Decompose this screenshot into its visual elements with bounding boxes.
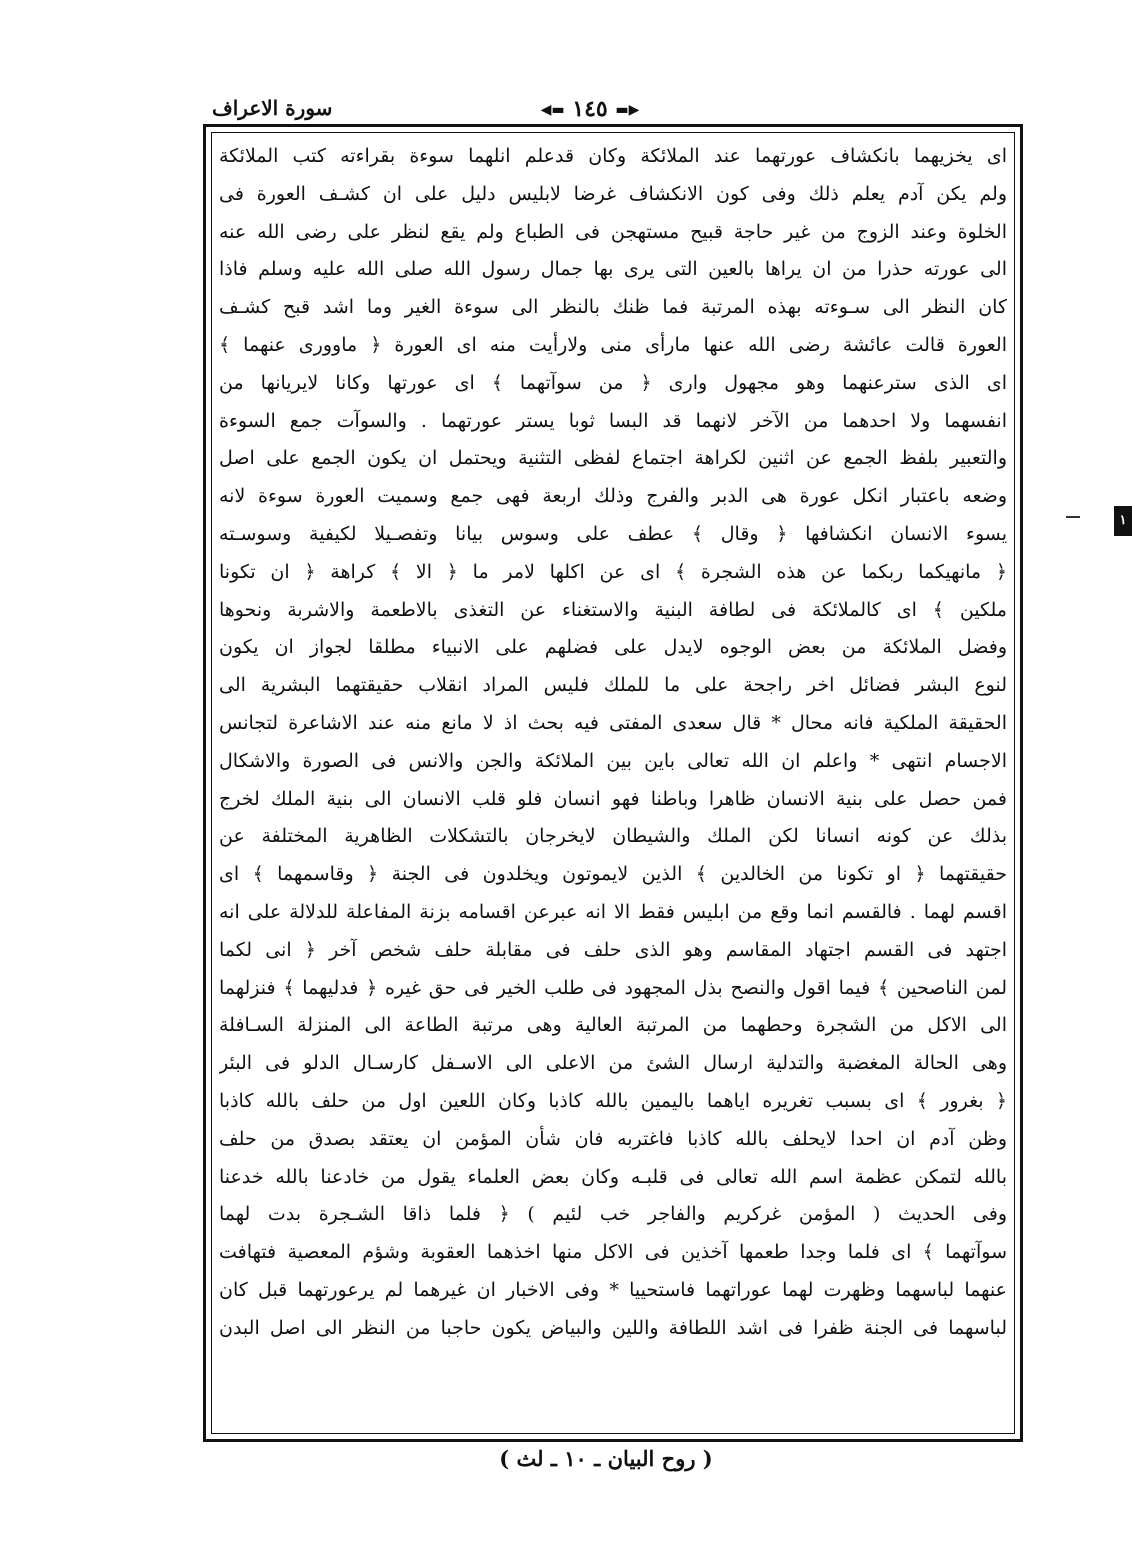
page-footer-signature: ( روح البيان ـ ١٠ ـ لث ): [499, 1446, 713, 1471]
margin-dash: [1066, 516, 1080, 518]
text-line: الاجسام انتهى * واعلم ان الله تعالى باين بين الملائكة والجن والانس فى الصورة والاشكال: [219, 749, 1007, 772]
text-line: الى الاكل من الشجرة وحطهما من المرتبة العالية وهى مرتبة الطاعة الى المنزلة السـافلة: [219, 1014, 1007, 1037]
text-line: سوآتهما ﴾ اى فلما وجدا طعمها آخذين فى الاكل منها اخذهما العقوبة وشؤم المعصية فتهافت: [219, 1241, 1007, 1264]
text-line: اى يخزيهما بانكشاف عورتهما عند الملائكة وكان قدعلم انلهما سوءة بقراءته كتب الملائكة: [219, 145, 1007, 167]
text-line: حقيقتهما ﴿ او تكونا من الخالدين ﴾ الذين لايموتون ويخلدون فى الجنة ﴿ وقاسمهما ﴾ اى: [219, 863, 1007, 886]
text-line: لمن الناصحين ﴾ فيما اقول والنصح بذل المجهود فى طلب الخير فى حق غيره ﴿ فدليهما ﴾ فنزلهما: [219, 976, 1007, 999]
text-line: وضعه باعتبار انكل عورة هى الدبر والفرج وذلك اربعة فهى جمع وسميت العورة سوءة لانه: [219, 485, 1007, 508]
text-line: عنهما لباسهما وظهرت لهما عوراتهما فاستحييا * وفى الاخبار ان غيرهما لم يرعورتهما قبل كان: [219, 1278, 1007, 1301]
text-line: ﴿ بغرور ﴾ اى بسبب تغريره اياهما باليمين بالله كاذبا وكان اللعين اول من حلف بالله كاذبا: [219, 1089, 1007, 1112]
text-line: بالله لتمكن عظمة اسم الله تعالى فى قلبـه وكان بعض العلماء يقول من خادعنا بالله خدعنا: [219, 1165, 1007, 1188]
text-line: بذلك عن كونه انسانا لكن الملك والشيطان لايخرجان بالتشكلات الظاهرية المختلفة عن: [219, 825, 1007, 848]
text-line: كان النظر الى سـوءته بهذه المرتبة فما ظنك بالنظر الى سوءة الغير وما اشد قبح كشـف: [219, 296, 1007, 319]
text-line: والتعبير بلفظ الجمع عن اثنين لكراهة اجتماع لفظى التثنية ويحتمل ان يكون الجمع على اصل: [219, 447, 1007, 470]
text-line: انفسهما ولا احدهما من الآخر لانهما قد البسا ثوبا يستر عورتهما . والسوآت جمع السوءة: [219, 409, 1007, 432]
text-line: الى عورته حذرا من ان يراها بالعين التى يرى بها جمال رسول الله صلى الله عليه وسلم فاذا: [219, 258, 1007, 281]
text-line: وفضل الملائكة من بعض الوجوه لايدل على فضلهم على الانبياء مطلقا لجواز ان يكون: [219, 636, 1007, 659]
text-line: فمن حصل على بنية الانسان ظاهرا وباطنا فهو انسان فلو قلب الانسان الى بنية الملك لخرج: [219, 787, 1007, 810]
text-line: لباسهما فى الجنة ظفرا فى اشد اللطافة واللين والبياض يكون حاجبا من النظر الى اصل البدن: [219, 1316, 1007, 1339]
page-header: [200, 96, 1012, 126]
text-line: ملكين ﴾ اى كالملائكة فى لطافة البنية والاستغناء عن التغذى بالاطعمة والاشربة ونحوها: [219, 598, 1007, 621]
running-title: سورة الاعراف: [212, 96, 333, 120]
body-text: [219, 138, 1007, 1430]
text-line: وفى الحديث ( المؤمن غركريم والفاجر خب لئيم ) ﴿ فلما ذاقا الشـجرة بدت لهما: [219, 1203, 1007, 1226]
ornament-left-icon: ◀▬: [540, 102, 565, 118]
page-number-block: [520, 96, 660, 122]
text-line: الحقيقة الملكية فانه محال * قال سعدى المفتى فيه بحث اذ لا مانع منه عند الاشاعرة لتجانس: [219, 711, 1007, 734]
text-line: لنوع البشر فضائل اخر راجحة على ما للملك فليس المراد انقلاب حقيقتهما البشرية الى: [219, 674, 1007, 697]
ornament-right-icon: ▬▶: [615, 102, 640, 118]
text-line: الخلوة وعند الزوج من غير حاجة قبيح مستهجن فى الطباع ولم يقع لنظر على رضى الله عنه: [219, 220, 1007, 243]
text-line: العورة قالت عائشة رضى الله عنها مارأى منى ولارأيت منه اى العورة ﴿ ماووری عنهما ﴾: [219, 333, 1007, 356]
text-line: وظن آدم ان احدا لايحلف بالله كاذبا فاغتربه فان شأن المؤمن ان يعتقد بصدق من حلف: [219, 1127, 1007, 1150]
text-line: ﴿ مانهيكما ربكما عن هذه الشجرة ﴾ اى عن اكلها لامر ما ﴿ الا ﴾ كراهة ﴿ ان تكونا: [219, 560, 1007, 583]
margin-marker: ١: [1114, 506, 1132, 536]
page-number: ١٤٥: [572, 96, 608, 122]
text-line: اقسم لهما . فالقسم انما وقع من ابليس فقط الا انه عبرعن اقسامه بزنة المفاعلة للدلالة على انه: [219, 900, 1007, 923]
text-line: يسوء الانسان انكشافها ﴿ وقال ﴾ عطف على وسوس بيانا وتفصـيلا لكيفية وسوسـته: [219, 522, 1007, 545]
text-line: اى الذى سترعنهما وهو مجهول وارى ﴿ من سوآتهما ﴾ اى عورتها وكانا لايريانها من: [219, 371, 1007, 394]
text-line: ولم يكن آدم يعلم ذلك وفى كون الانكشاف غرضا لابليس دليل على ان كشـف العورة فى: [219, 182, 1007, 205]
text-line: اجتهد فى القسم اجتهاد المقاسم وهو الذى حلف فى مقابلة حلف شخص آخر ﴿ انى لكما: [219, 938, 1007, 961]
text-line: وهى الحالة المغضبة والتدلية ارسال الشئ من الاعلى الى الاسـفل كارسـال الدلو فى البئر: [219, 1052, 1007, 1075]
